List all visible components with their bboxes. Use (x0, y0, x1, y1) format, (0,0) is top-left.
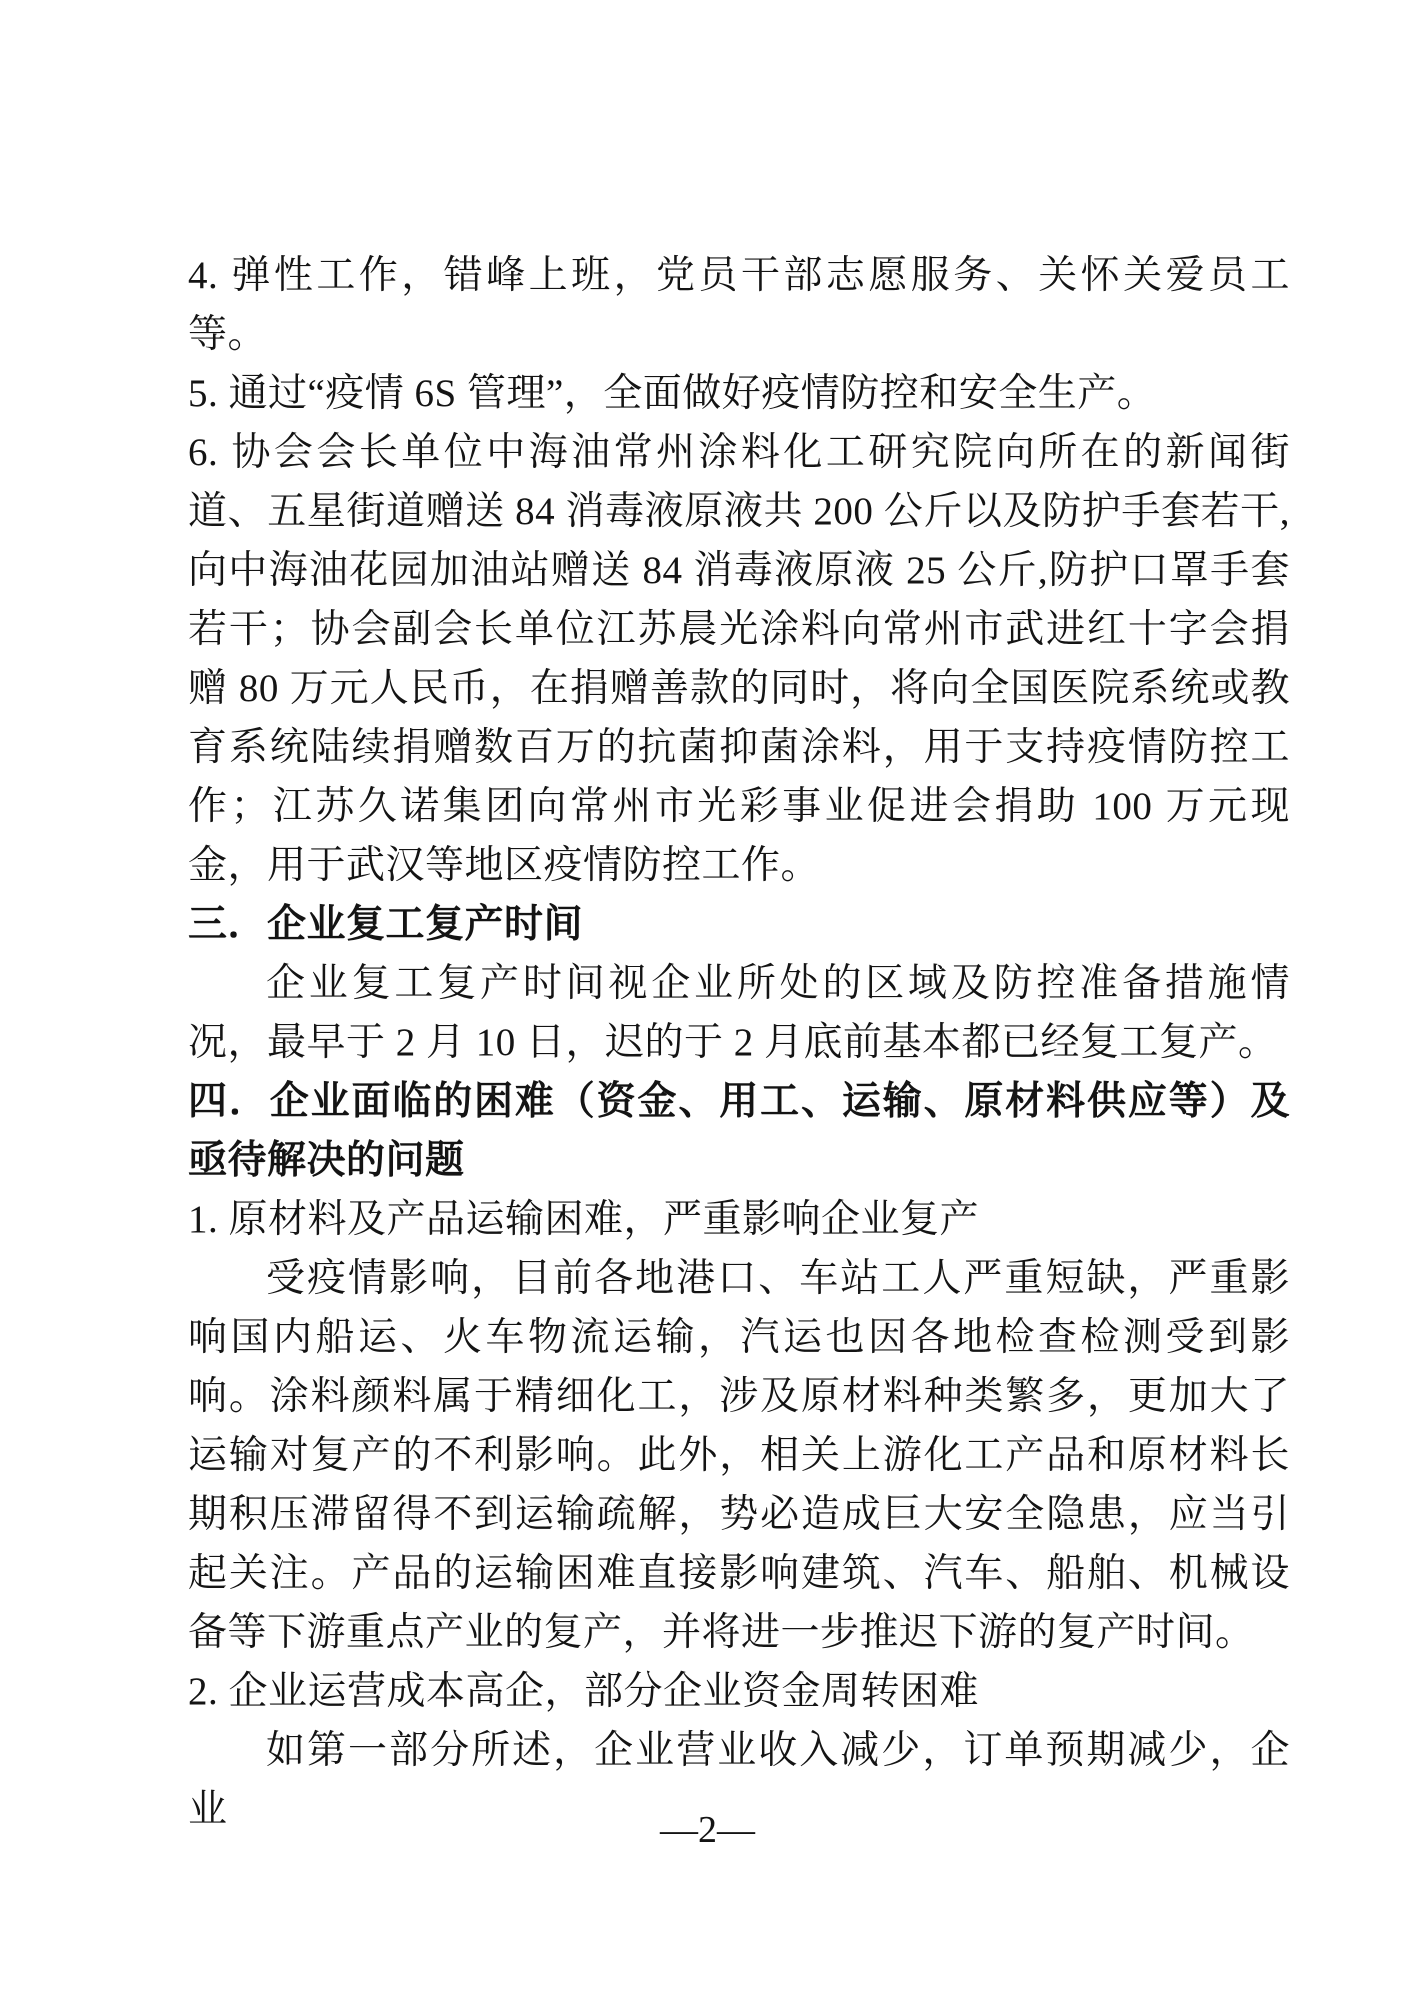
list-item-1: 1. 原材料及产品运输困难，严重影响企业复产 (188, 1198, 980, 1241)
list-item-2: 2. 企业运营成本高企，部分企业资金周转困难 (188, 1670, 980, 1713)
section-four-paragraph-2: 如第一部分所述，企业营业收入减少，订单预期减少，企业 (188, 1729, 1290, 1831)
section-four-paragraph-1: 受疫情影响，目前各地港口、车站工人严重短缺，严重影响国内船运、火车物流运输，汽运也因各地检查检测受到影响。涂料颜料属于精细化工，涉及原材料种类繁多，更加大了运输对复产的不利影响。此外，相关上游化工产品和原材料长期积压滞留得不到运输疏解，势必造成巨大安全隐患，应当引起关注。产品的运输困难直接影响建筑、汽车、船舶、机械设备等下游重点产业的复产，并将进一步推迟下游的复产时间。 (188, 1257, 1290, 1654)
section-three-paragraph: 企业复工复产时间视企业所处的区域及防控准备措施情况，最早于 2 月 10 日，迟的于 2 月底前基本都已经复工复产。 (188, 962, 1290, 1064)
section-heading-three: 三．企业复工复产时间 (188, 903, 584, 946)
list-item-5: 5. 通过“疫情 6S 管理”，全面做好疫情防控和安全生产。 (188, 372, 1157, 415)
list-item-4: 4. 弹性工作，错峰上班，党员干部志愿服务、关怀关爱员工等。 (188, 254, 1290, 356)
page-number: —2— (660, 1809, 755, 1851)
list-item-6: 6. 协会会长单位中海油常州涂料化工研究院向所在的新闻街道、五星街道赠送 84 消毒液原液共 200 公斤以及防护手套若干,向中海油花园加油站赠送 84 消毒液原液 25 公斤,防护口罩手套若干；协会副会长单位江苏晨光涂料向常州市武进红十字会捐赠 80 万元人民币，在捐赠善款的同时，将向全国医院系统或教育系统陆续捐赠数百万的抗菌抑菌涂料，用于支持疫情防控工作；江苏久诺集团向常州市光彩事业促进会捐助 100 万元现金，用于武汉等地区疫情防控工作。 (188, 431, 1290, 887)
section-heading-four: 四．企业面临的困难（资金、用工、运输、原材料供应等）及亟待解决的问题 (188, 1080, 1290, 1182)
document-body (188, 246, 1290, 1839)
page-footer (0, 1808, 1415, 1852)
